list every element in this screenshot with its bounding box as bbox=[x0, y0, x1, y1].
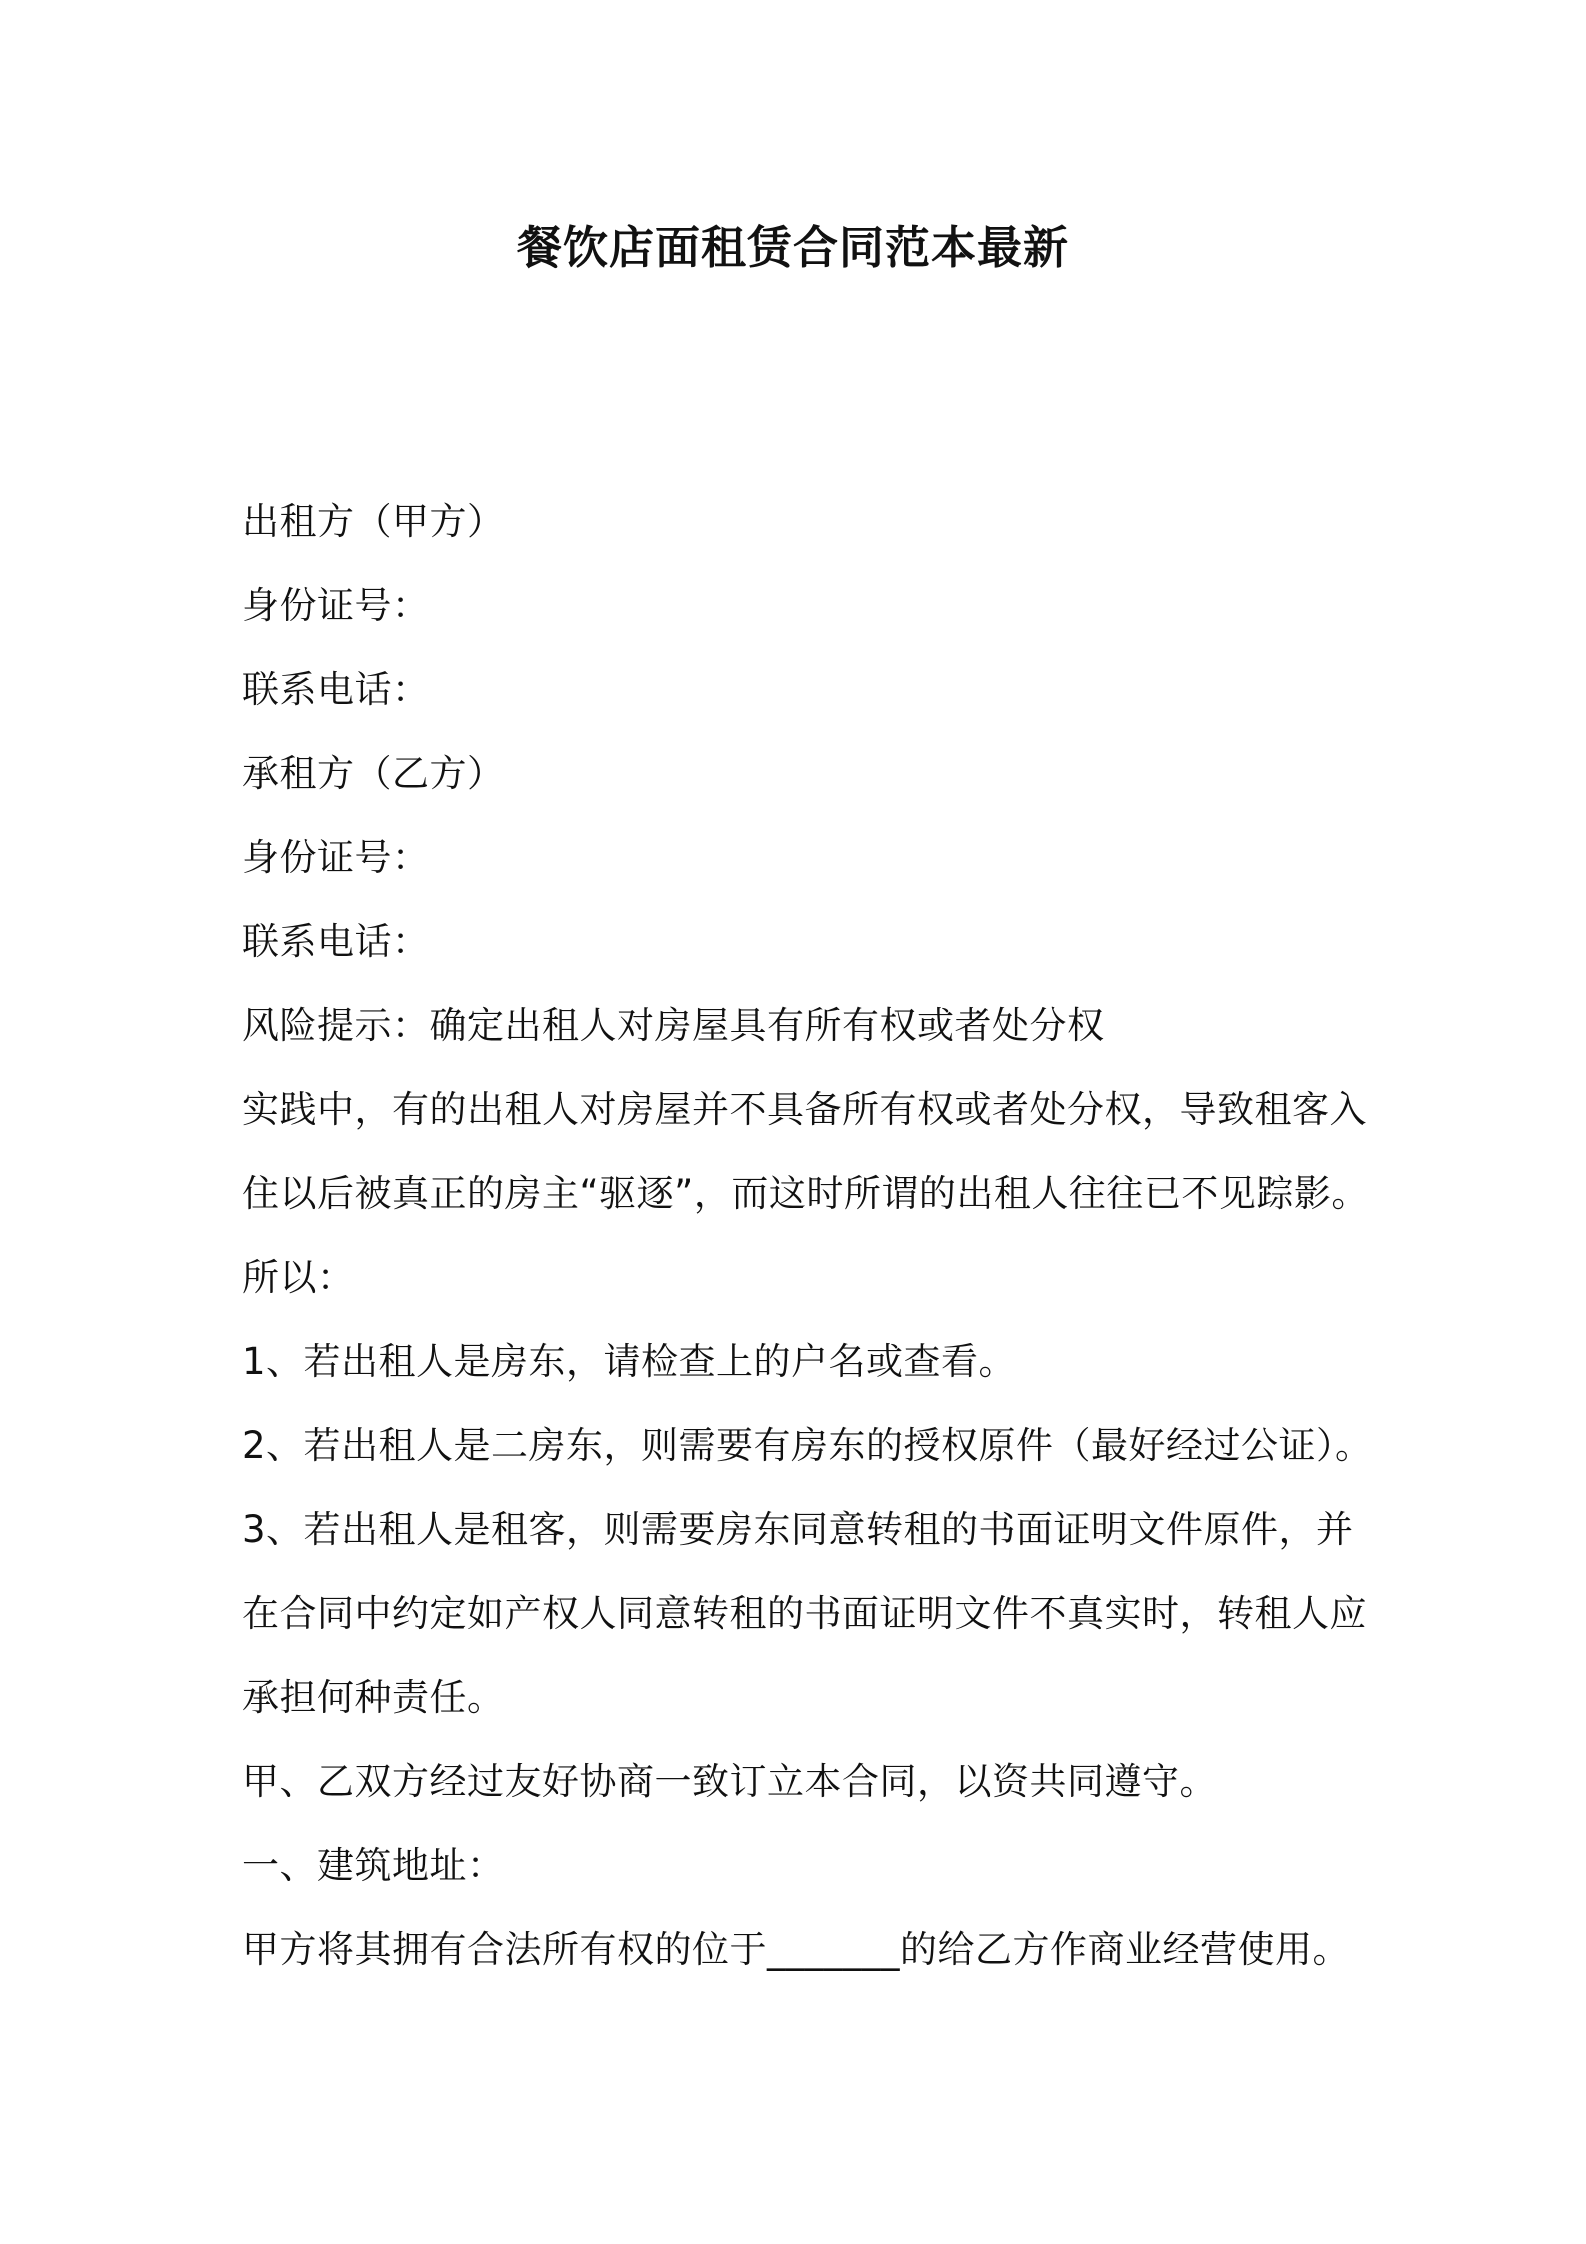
list-item: 1、若出租人是房东，请检查上的户名或查看。 bbox=[242, 1340, 1017, 1383]
agreement-statement: 甲、乙双方经过友好协商一致订立本合同，以资共同遵守。 bbox=[242, 1760, 1217, 1803]
section-heading: 一、建筑地址： bbox=[242, 1844, 505, 1887]
list-item-continuation: 在合同中约定如产权人同意转租的书面证明文件不真实时，转租人应 bbox=[242, 1592, 1367, 1635]
document-body bbox=[242, 492, 1373, 2004]
lessor-id-number: 身份证号： bbox=[242, 584, 430, 627]
paragraph-line: 住以后被真正的房主“驱逐”，而这时所谓的出租人往往已不见踪影。 bbox=[242, 1172, 1369, 1215]
address-clause: 甲方将其拥有合法所有权的位于_______的给乙方作商业经营使用。 bbox=[242, 1928, 1350, 1971]
paragraph-line: 所以： bbox=[242, 1256, 355, 1299]
paragraph-line: 实践中，有的出租人对房屋并不具备所有权或者处分权，导致租客入 bbox=[242, 1088, 1367, 1131]
lessee-phone: 联系电话： bbox=[242, 920, 430, 963]
document-title: 餐饮店面租赁合同范本最新 bbox=[516, 221, 1069, 274]
risk-notice: 风险提示：确定出租人对房屋具有所有权或者处分权 bbox=[242, 1004, 1105, 1047]
list-item: 2、若出租人是二房东，则需要有房东的授权原件（最好经过公证）。 bbox=[242, 1424, 1373, 1467]
lessor-phone: 联系电话： bbox=[242, 668, 430, 711]
list-item-continuation: 承担何种责任。 bbox=[242, 1676, 505, 1719]
lessee-label: 承租方（乙方） bbox=[242, 752, 505, 795]
list-item: 3、若出租人是租客，则需要房东同意转租的书面证明文件原件，并 bbox=[242, 1508, 1354, 1551]
lessee-id-number: 身份证号： bbox=[242, 836, 430, 879]
lessor-label: 出租方（甲方） bbox=[242, 500, 505, 543]
